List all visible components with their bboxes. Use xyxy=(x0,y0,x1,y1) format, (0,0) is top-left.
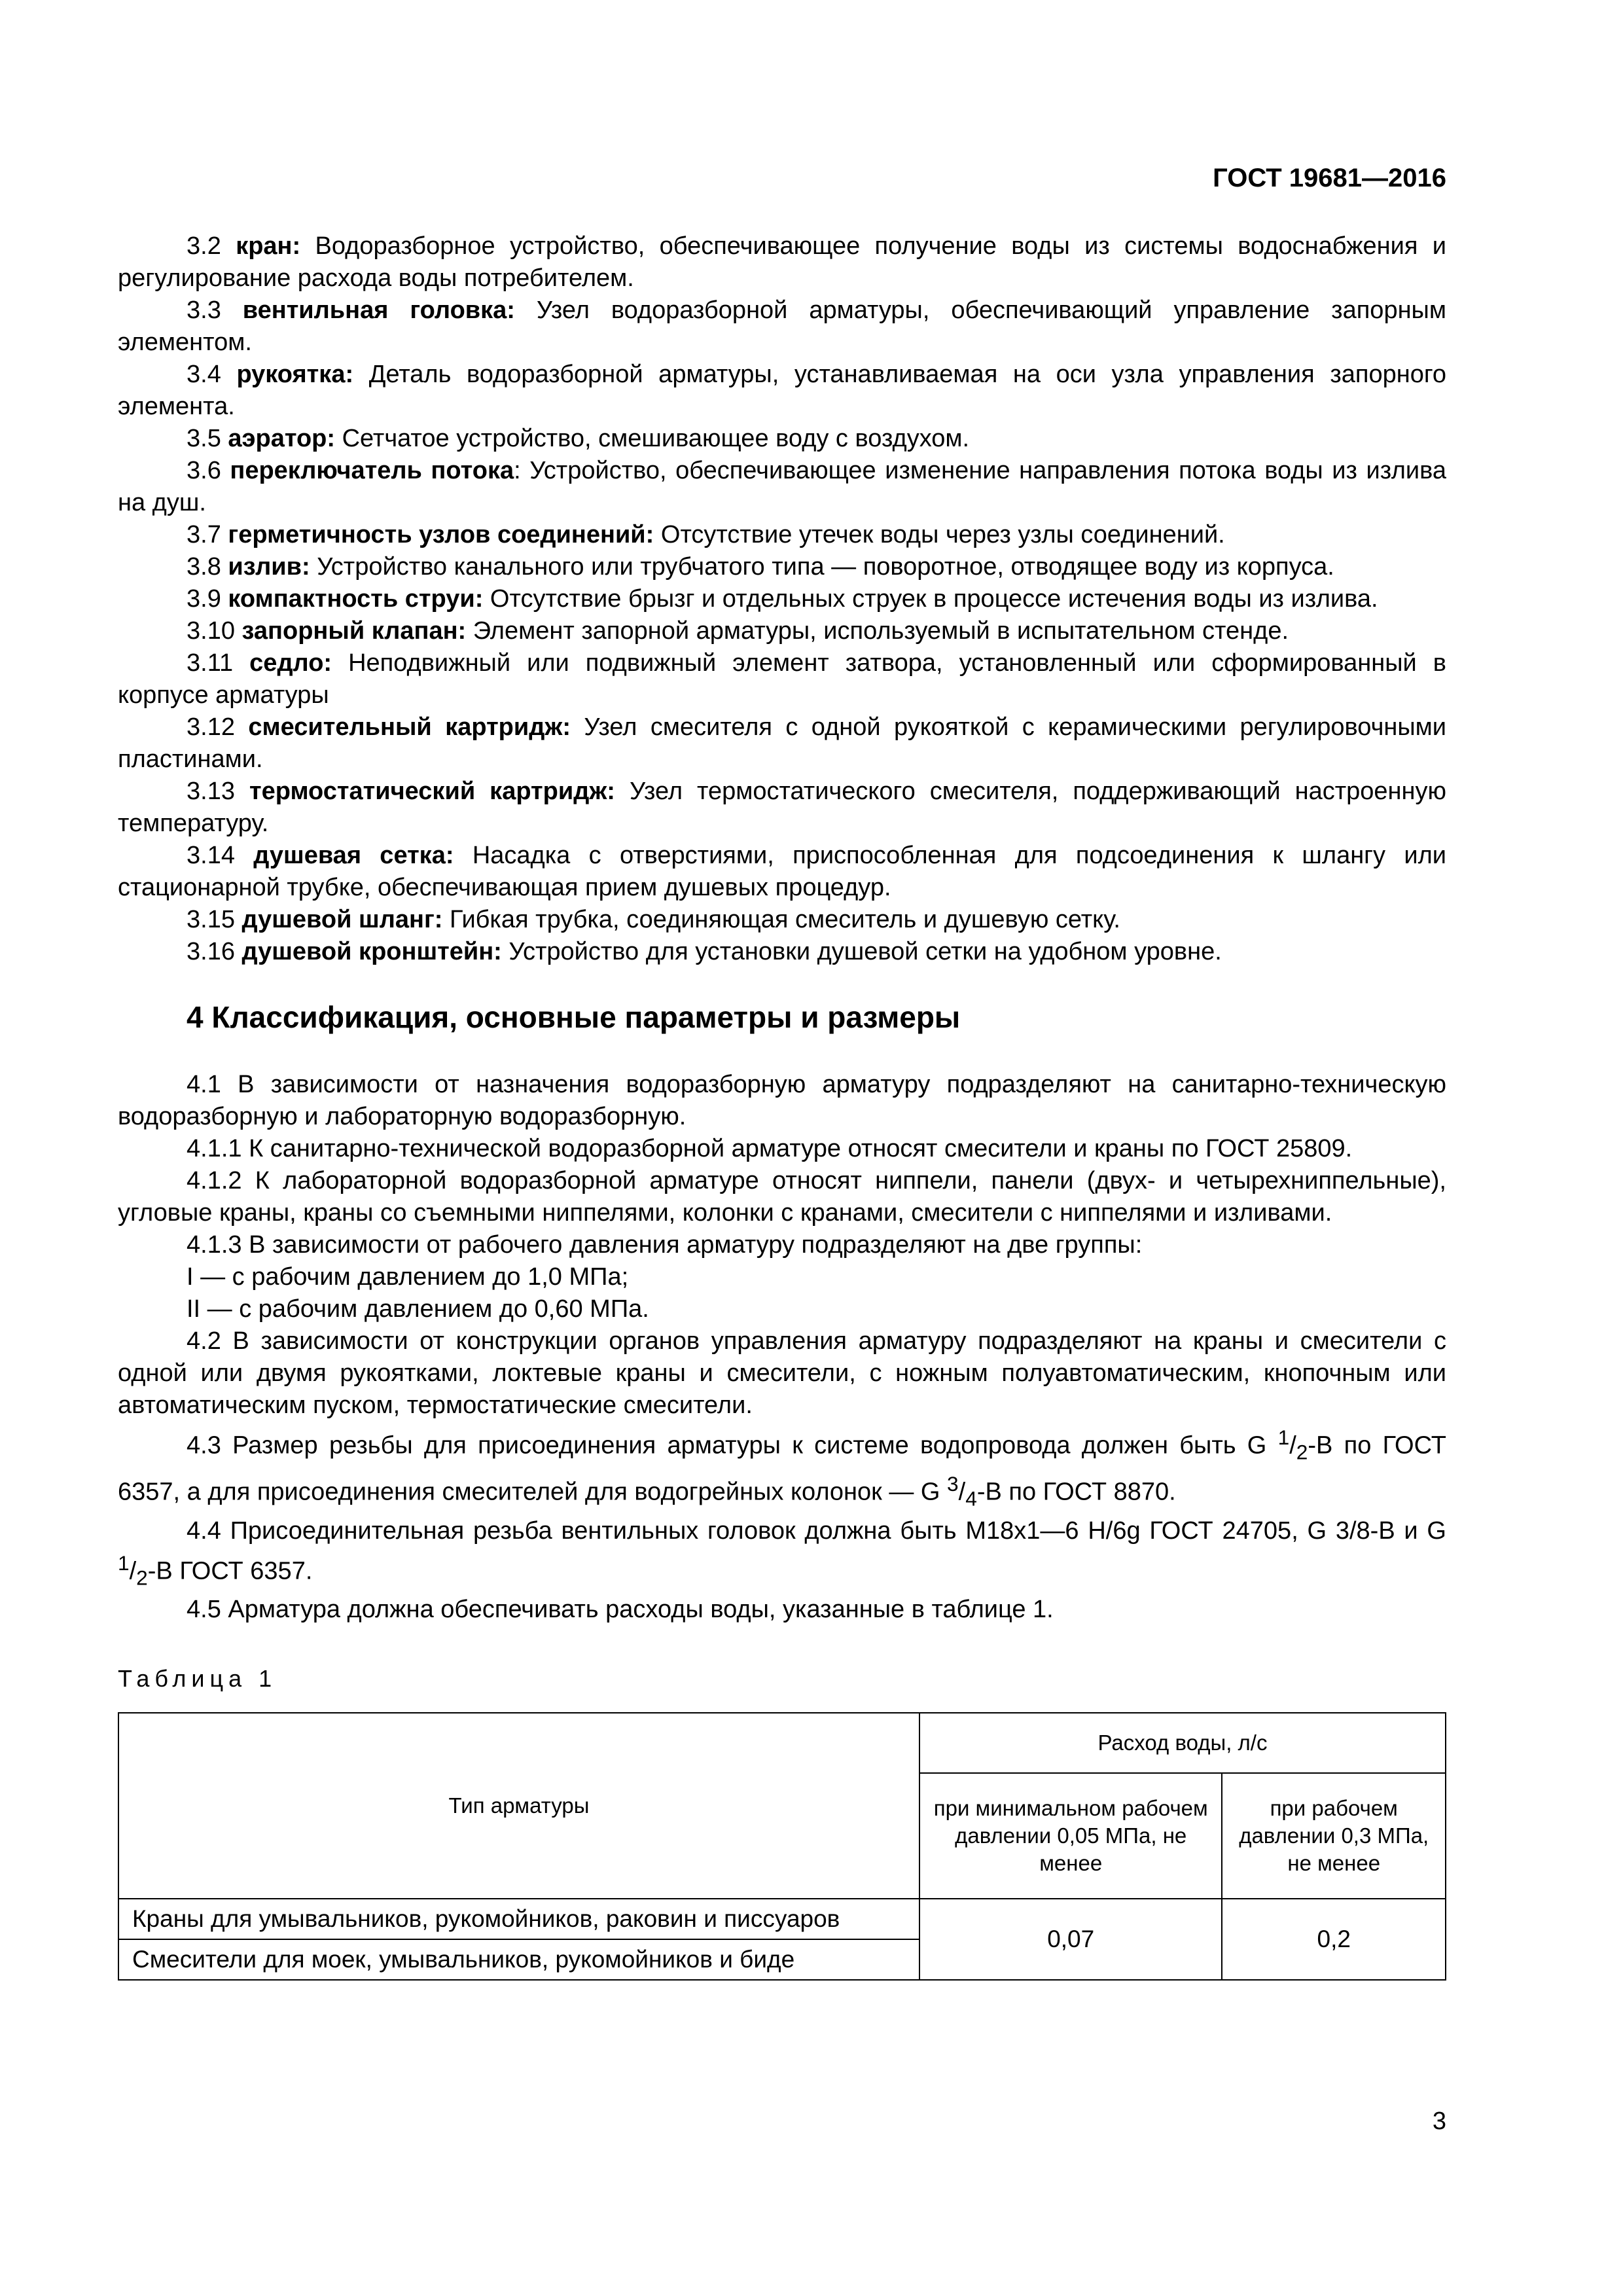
term-3-2: 3.2 кран: Водоразборное устройство, обеспечивающее получение воды из системы водоснабжения и регулирование расхода воды потребителем. xyxy=(118,232,1447,292)
term-3-14: 3.14 душевая сетка: Насадка с отверстиями, приспособленная для подсоединения к шлангу или стационарной трубке, обеспечивающая прием душевых процедур. xyxy=(118,842,1446,901)
term-title: душевой кронштейн: xyxy=(241,938,502,965)
paragraph-4-3: 4.3 Размер резьбы для присоединения арматуры к системе водопровода должен быть G $^1/_2-В$ по ГОСТ 6357, а для присоединения смесителей для водогрейных колонок — G $^3/_4-В$ по ГОСТ 8870. xyxy=(118,1426,1446,1511)
term-3-10: 3.10 запорный клапан: Элемент запорной арматуры, используемый в испытательном стенде. xyxy=(187,617,1289,645)
term-3-13: 3.13 термостатический картридж: Узел термостатического смесителя, поддерживающий настроенную температуру. xyxy=(118,778,1447,837)
term-title: запорный клапан: xyxy=(241,617,467,645)
term-title: вентильная головка: xyxy=(242,296,515,324)
term-title: излив: xyxy=(228,553,310,581)
term-3-3: 3.3 вентильная головка: Узел водоразборной арматуры, обеспечивающий управление запорным элементом. xyxy=(118,296,1446,356)
term-title: герметичность узлов соединений: xyxy=(228,521,654,548)
term-title: душевая сетка: xyxy=(253,842,454,869)
term-3-16: 3.16 душевой кронштейн: Устройство для установки душевой сетки на удобном уровне. xyxy=(187,938,1222,965)
water-flow-table xyxy=(118,1712,1446,1981)
term-3-5: 3.5 аэратор: Сетчатое устройство, смешивающее воду с воздухом. xyxy=(187,425,970,452)
section-4-heading: 4 Классификация, основные параметры и размеры xyxy=(187,1000,961,1034)
section-4-body xyxy=(118,1069,1446,1626)
table-header-row xyxy=(118,1713,1446,1773)
term-title: термостатический картридж: xyxy=(249,778,615,805)
term-3-9: 3.9 компактность струи: Отсутствие брызг и отдельных струек в процессе истечения воды из излива. xyxy=(187,585,1378,613)
term-3-11: 3.11 седло: Неподвижный или подвижный элемент затвора, установленный или сформированный в корпусе арматуры xyxy=(118,649,1446,709)
table-caption: Таблица 1 xyxy=(118,1664,277,1692)
term-title: компактность струи: xyxy=(228,585,484,613)
term-title: рукоятка: xyxy=(236,361,354,388)
page-content xyxy=(118,230,1446,1981)
paragraph-4-1-1: 4.1.1 К санитарно-технической водоразборной арматуре относят смесители и краны по ГОСТ 25809. xyxy=(187,1135,1353,1162)
paragraph-4-5: 4.5 Арматура должна обеспечивать расходы воды, указанные в таблице 1. xyxy=(187,1595,1054,1623)
paragraph-4-1: 4.1 В зависимости от назначения водоразборную арматуру подразделяют на санитарно-техническую водоразборную и лабораторную водоразборную. xyxy=(118,1071,1446,1130)
column-header-flow: Расход воды, л/с xyxy=(919,1713,1446,1773)
term-3-7: 3.7 герметичность узлов соединений: Отсутствие утечек воды через узлы соединений. xyxy=(187,521,1225,548)
term-title: аэратор: xyxy=(228,425,336,452)
paragraph-4-1-2: 4.1.2 К лабораторной водоразборной арматуре относят ниппели, панели (двух- и четырехниппельные), угловые краны, краны со съемными ниппелями, колонки с кранами, смесители с ниппелями и изливами. xyxy=(118,1167,1446,1227)
group-1-item: I — с рабочим давлением до 1,0 МПа; xyxy=(187,1263,629,1291)
term-title: смесительный картридж: xyxy=(248,713,571,741)
term-3-15: 3.15 душевой шланг: Гибкая трубка, соединяющая смеситель и душевую сетку. xyxy=(187,906,1120,933)
term-title: седло: xyxy=(249,649,332,677)
term-3-8: 3.8 излив: Устройство канального или трубчатого типа — поворотное, отводящее воду из корпуса. xyxy=(187,553,1334,581)
paragraph-4-2: 4.2 В зависимости от конструкции органов управления арматуру подразделяют на краны и смесители с одной или двумя рукоятками, локтевые краны и смесители, с ножным полуавтоматическим, кнопочным или автоматическим пуском, термостатические смесители. xyxy=(118,1327,1446,1419)
page-number: 3 xyxy=(1432,2108,1446,2135)
group-2-item: II — с рабочим давлением до 0,60 МПа. xyxy=(187,1295,649,1323)
column-header-min-pressure: при минимальном рабочем давлении 0,05 МПа, не менее xyxy=(919,1773,1222,1899)
table-row xyxy=(118,1899,1446,1939)
terms-list xyxy=(118,230,1446,968)
paragraph-4-1-3: 4.1.3 В зависимости от рабочего давления арматуру подразделяют на две группы: xyxy=(187,1231,1143,1259)
term-3-4: 3.4 рукоятка: Деталь водоразборной арматуры, устанавливаемая на оси узла управления запорного элемента. xyxy=(118,361,1446,420)
term-title: переключатель потока xyxy=(230,457,514,484)
term-title: душевой шланг: xyxy=(241,906,443,933)
document-code: ГОСТ 19681—2016 xyxy=(1213,164,1446,192)
paragraph-4-4: 4.4 Присоединительная резьба вентильных головок должна быть М18х1—6 Н/6g ГОСТ 24705, G 3/8-В и G $^1/_2-В$ ГОСТ 6357. xyxy=(118,1516,1446,1589)
table-cell-work-flow: 0,2 xyxy=(1222,1899,1446,1980)
table-cell-type: Краны для умывальников, рукомойников, раковин и писсуаров xyxy=(118,1899,919,1939)
table-cell-min-flow: 0,07 xyxy=(919,1899,1222,1980)
column-header-work-pressure: при рабочем давлении 0,3 МПа, не менее xyxy=(1222,1773,1446,1899)
column-header-type: Тип арматуры xyxy=(118,1713,919,1899)
table-cell-type: Смесители для моек, умывальников, рукомойников и биде xyxy=(118,1939,919,1980)
term-3-6: 3.6 переключатель потока: Устройство, обеспечивающее изменение направления потока воды из излива на душ. xyxy=(118,457,1446,516)
term-title: кран: xyxy=(236,232,301,260)
term-3-12: 3.12 смесительный картридж: Узел смесителя с одной рукояткой с керамическими регулировочными пластинами. xyxy=(118,713,1447,773)
